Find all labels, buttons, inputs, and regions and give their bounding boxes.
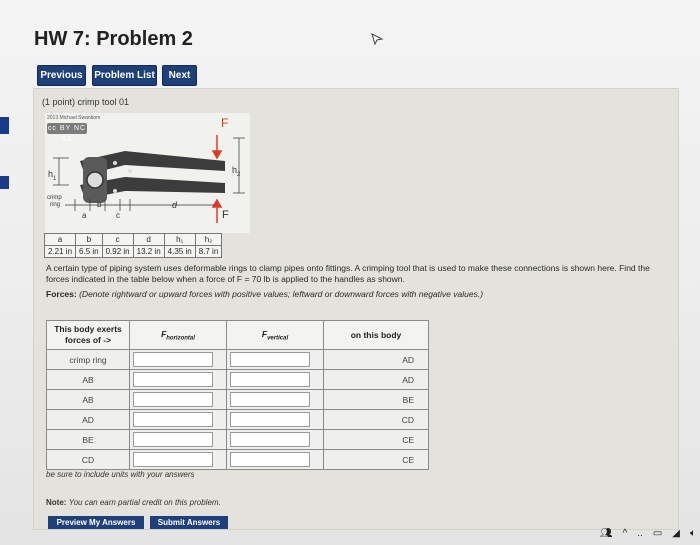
label-a: a [82,211,87,220]
units-note: be sure to include units with your answers [46,470,195,479]
dim-value: 4.35 in [164,246,195,258]
cell-horizontal [130,370,227,390]
cell-horizontal [130,450,227,470]
dim-value: 2.21 in [45,246,76,258]
creative-commons-badge: cc BY NC SA [47,125,87,143]
forces-label: Forces: [46,289,77,299]
note-text: You can earn partial credit on this problem. [68,498,221,507]
forces-answer-table [46,320,429,470]
points-label: (1 point) crimp tool 01 [42,97,130,107]
horizontal-force-input[interactable] [133,452,213,467]
previous-button[interactable]: Previous [37,65,86,86]
label-h2-letter: h [232,165,238,175]
sidebar-tab-lower[interactable] [0,176,9,189]
header-f-horizontal-sub: horizontal [166,335,195,342]
vertical-force-input[interactable] [230,372,310,387]
header-f-vertical-sub: vertical [267,335,289,342]
label-b: b [97,200,102,209]
label-F-top: F [221,116,229,130]
tray-dots[interactable]: .. [637,528,643,539]
horizontal-force-input[interactable] [133,392,213,407]
row-on-body: CE [324,450,429,470]
note-label: Note: [46,498,67,507]
label-c: c [116,211,120,220]
answer-row [47,430,429,450]
system-tray [600,528,696,539]
dim-header: d [133,234,164,246]
header-body-exerts [47,321,130,350]
header-f-vertical-symbol: F [261,328,268,339]
vertical-force-input[interactable] [230,392,310,407]
cell-horizontal [130,410,227,430]
dim-header: b [76,234,103,246]
label-d: d [172,200,178,210]
header-body-exerts-line1: This body exerts [54,324,122,334]
row-on-body: BE [324,390,429,410]
cell-horizontal [130,430,227,450]
cell-vertical [227,350,324,370]
mouse-cursor-icon [370,32,384,46]
dim-header: h₂ [195,234,222,246]
next-button[interactable]: Next [162,65,197,86]
sidebar-tab-upper[interactable] [0,117,9,134]
header-body-exerts-line2: forces of -> [64,335,112,345]
tool-body [80,151,225,203]
dim-value: 0.92 in [102,246,133,258]
answer-row [47,450,429,470]
vertical-force-input[interactable] [230,352,310,367]
chevron-up-icon[interactable]: ^ [622,528,628,539]
answer-row [47,410,429,430]
horizontal-force-input[interactable] [133,372,213,387]
answer-row [47,370,429,390]
forces-instructions [46,289,483,299]
label-ring: ring [50,202,61,208]
label-h2 [232,165,240,178]
vertical-force-input[interactable] [230,452,310,467]
cell-vertical [227,430,324,450]
dim-header: c [102,234,133,246]
cell-horizontal [130,350,227,370]
row-on-body: AD [324,370,429,390]
row-by-body: AD [47,410,130,430]
answer-header-row [47,321,429,350]
battery-icon[interactable]: ▭ [652,528,663,539]
cell-vertical [227,450,324,470]
dim-value: 13.2 in [133,246,164,258]
dim-value: 6.5 in [76,246,103,258]
crimp-tool-diagram [45,113,250,233]
cell-vertical [227,410,324,430]
vertical-force-input[interactable] [230,412,310,427]
row-on-body: CD [324,410,429,430]
volume-icon[interactable]: 🔈︎ [690,528,696,539]
row-by-body: crimp ring [47,350,130,370]
horizontal-force-input[interactable] [133,352,213,367]
label-h1-sub: 1 [53,175,57,182]
label-h1 [48,169,56,182]
label-F-bottom: F [222,209,229,221]
header-f-horizontal-symbol: F [161,328,167,339]
partial-credit-note [46,498,221,507]
row-by-body: AB [47,390,130,410]
cell-horizontal [130,390,227,410]
answer-row [47,390,429,410]
label-h1-letter: h [48,169,54,179]
horizontal-force-input[interactable] [133,432,213,447]
force-arrows [213,135,221,223]
row-by-body: AB [47,370,130,390]
label-crimp: crimp [47,195,62,201]
horizontal-force-input[interactable] [133,412,213,427]
page-title: HW 7: Problem 2 [34,28,193,50]
dim-header: h₁ [164,234,195,246]
answer-row [47,350,429,370]
dimensions-value-row [45,246,222,258]
row-by-body: CD [47,450,130,470]
dim-value: 8.7 in [195,246,222,258]
people-icon[interactable]: 👥︎ [599,528,613,539]
figure-copyright: 2013 Michael Swanbom [47,115,101,121]
preview-answers-button[interactable]: Preview My Answers [48,516,144,529]
dim-header: a [45,234,76,246]
header-on-this-body: on this body [324,321,429,350]
cell-vertical [227,390,324,410]
header-f-horizontal [130,321,227,350]
cell-vertical [227,370,324,390]
wifi-icon[interactable]: ◢ [672,528,680,539]
problem-list-button[interactable]: Problem List [92,65,157,86]
vertical-force-input[interactable] [230,432,310,447]
row-on-body: AD [324,350,429,370]
row-on-body: CE [324,430,429,450]
problem-description: A certain type of piping system uses deformable rings to clamp pipes onto fittings. A crimping tool that is used to make these connections is shown here. Find the forces indicated in the table below when a force of F = 70 lb is applied to the handles as shown. [46,263,650,284]
dimensions-header-row [45,234,222,246]
dimensions-table [44,233,222,258]
header-f-vertical [227,321,324,350]
row-by-body: BE [47,430,130,450]
submit-answers-button[interactable]: Submit Answers [150,516,228,529]
label-h2-sub: 2 [237,171,241,178]
forces-note: (Denote rightward or upward forces with positive values; leftward or downward forces with negative values.) [79,289,484,299]
